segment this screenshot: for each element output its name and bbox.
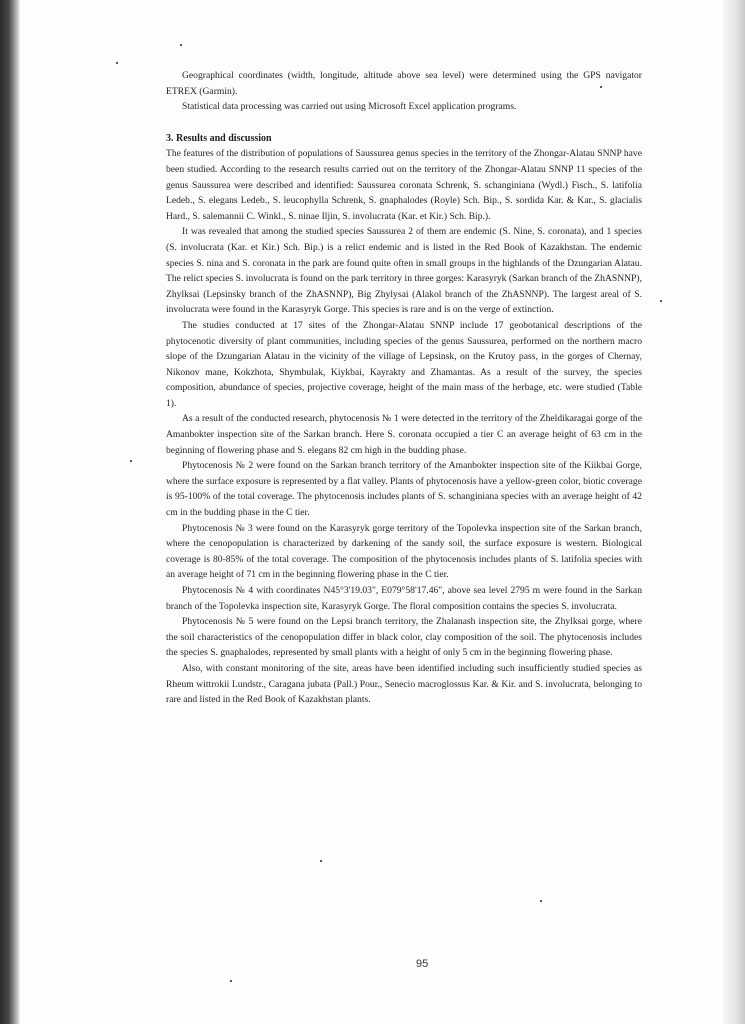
body-paragraph: Phytocenosis № 3 were found on the Karasyryk gorge territory of the Topolevka inspection site of the Sarkan branch, where the cenopopulation is characterized by darkening of the sandy soil, the surface exposure is western. Biological coverage is 80-85% of the total coverage. The composition of the phytocenosis includes plants of S. latifolia species with an average height of 71 cm in the beginning flowering phase in the C tier.: [166, 522, 642, 581]
scan-speck: [660, 300, 662, 302]
section-heading: 3. Results and discussion: [166, 132, 272, 144]
scan-edge-shadow: [723, 0, 745, 1024]
scan-speck: [180, 44, 182, 46]
scan-binding-shadow: [0, 0, 20, 1024]
scan-speck: [116, 62, 118, 64]
page-number: 95: [416, 958, 429, 970]
scan-speck: [540, 900, 542, 902]
body-paragraph: The features of the distribution of populations of Saussurea genus species in the territory of the Zhongar-Alatau SNNP have been studied. According to the research results carried out on the territory of the Zhongar-Alatau SNNP 11 species of the genus Saussurea were described and identified: Saussurea coronata Schrenk, S. schanginiana (Wydl.) Fisch., S. latifolia Ledeb., S. elegans Ledeb., S. leucophylla Schrenk, S. gnaphalodes (Royle) Sch. Bip., S. sordida Kar. & Kar., S. glacialis Hard., S. salemannii C. Winkl., S. ninae Iljin, S. involucrata (Kar. et Kir.) Sch. Bip.).: [166, 148, 642, 222]
scan-speck: [230, 980, 232, 982]
scan-speck: [600, 86, 602, 88]
document-page: [20, 0, 723, 1024]
body-paragraph: Phytocenosis № 5 were found on the Lepsi branch territory, the Zhalanash inspection site, the Zhylksai gorge, where the soil characteristics of the cenopopulation differ in black color, clay composition of the soil. The phytocenosis includes the species S. gnaphalodes, represented by small plants with a height of only 5 cm in the beginning flowering phase.: [166, 616, 642, 659]
body-paragraph: It was revealed that among the studied species Saussurea 2 of them are endemic (S. Nine, S. coronata), and 1 species (S. involucrata (Kar. et Kir.) Sch. Bip.) is a relict endemic and is listed in the Red Book of Kazakhstan. The endemic species S. nina and S. coronata in the park are found quite often in small groups in the highlands of the Dzungarian Alatau. The relict species S. involucrata is found on the park territory in three gorges: Karasyryk (Sarkan branch of the ZhASNNP), Zhylksai (Lepsinsky branch of the ZhASNNP), Big Zhylysai (Alakol branch of the ZhASNNP). The largest areal of S. involucrata were found in the Karasyryk Gorge. This species is rare and is on the verge of extinction.: [166, 226, 642, 316]
scan-speck: [130, 460, 132, 462]
scan-speck: [320, 860, 322, 862]
body-paragraph: Phytocenosis № 2 were found on the Sarkan branch territory of the Amanbokter inspection site of the Kiikbai Gorge, where the surface exposure is represented by a flat valley. Plants of phytocenosis have a yellow-green color, biotic coverage is 95-100% of the total coverage. The phytocenosis includes plants of S. schanginiana species with an average height of 42 cm in the budding phase in the C tier.: [166, 460, 642, 519]
methods-paragraph-statistics: Statistical data processing was carried out using Microsoft Excel application programs.: [182, 101, 517, 113]
body-paragraph: Phytocenosis № 4 with coordinates N45°3'19.03", E079°58'17.46", above sea level 2795 m were found in the Sarkan branch of the Topolevka inspection site, Karasyryk Gorge. The floral composition contains the species S. involucrata.: [166, 585, 642, 612]
article-body: [166, 68, 642, 708]
body-paragraph: The studies conducted at 17 sites of the Zhongar-Alatau SNNP include 17 geobotanical descriptions of the phytocenotic diversity of plant communities, including species of the genus Saussurea, performed on the northern macro slope of the Dzungarian Alatau in the vicinity of the village of Lepsinsk, on the Krutoy pass, in the gorges of Chernay, Nikonov mane, Kokzhota, Shymbulak, Kiykbai, Kayrakty and Zhamantas. As a result of the survey, the species composition, abundance of species, projective coverage, height of the main mass of the herbage, etc. were studied (Table 1).: [166, 319, 642, 409]
body-paragraph: Also, with constant monitoring of the site, areas have been identified including such insufficiently studied species as Rheum wittrokii Lundstr., Caragana jubata (Pall.) Pour., Senecio macroglossus Kar. & Kir. and S. involucrata, belonging to rare and listed in the Red Book of Kazakhstan plants.: [166, 662, 642, 706]
body-paragraph: As a result of the conducted research, phytocenosis № 1 were detected in the territory of the Zheldikaragai gorge of the Amanbokter inspection site of the Sarkan branch. Here S. coronata occupied a tier C an average height of 63 cm in the beginning of flowering phase and S. elegans 82 cm high in the budding phase.: [166, 413, 642, 456]
methods-paragraph-gps: Geographical coordinates (width, longitude, altitude above sea level) were determined using the GPS navigator ETREX (Garmin).: [166, 70, 642, 97]
